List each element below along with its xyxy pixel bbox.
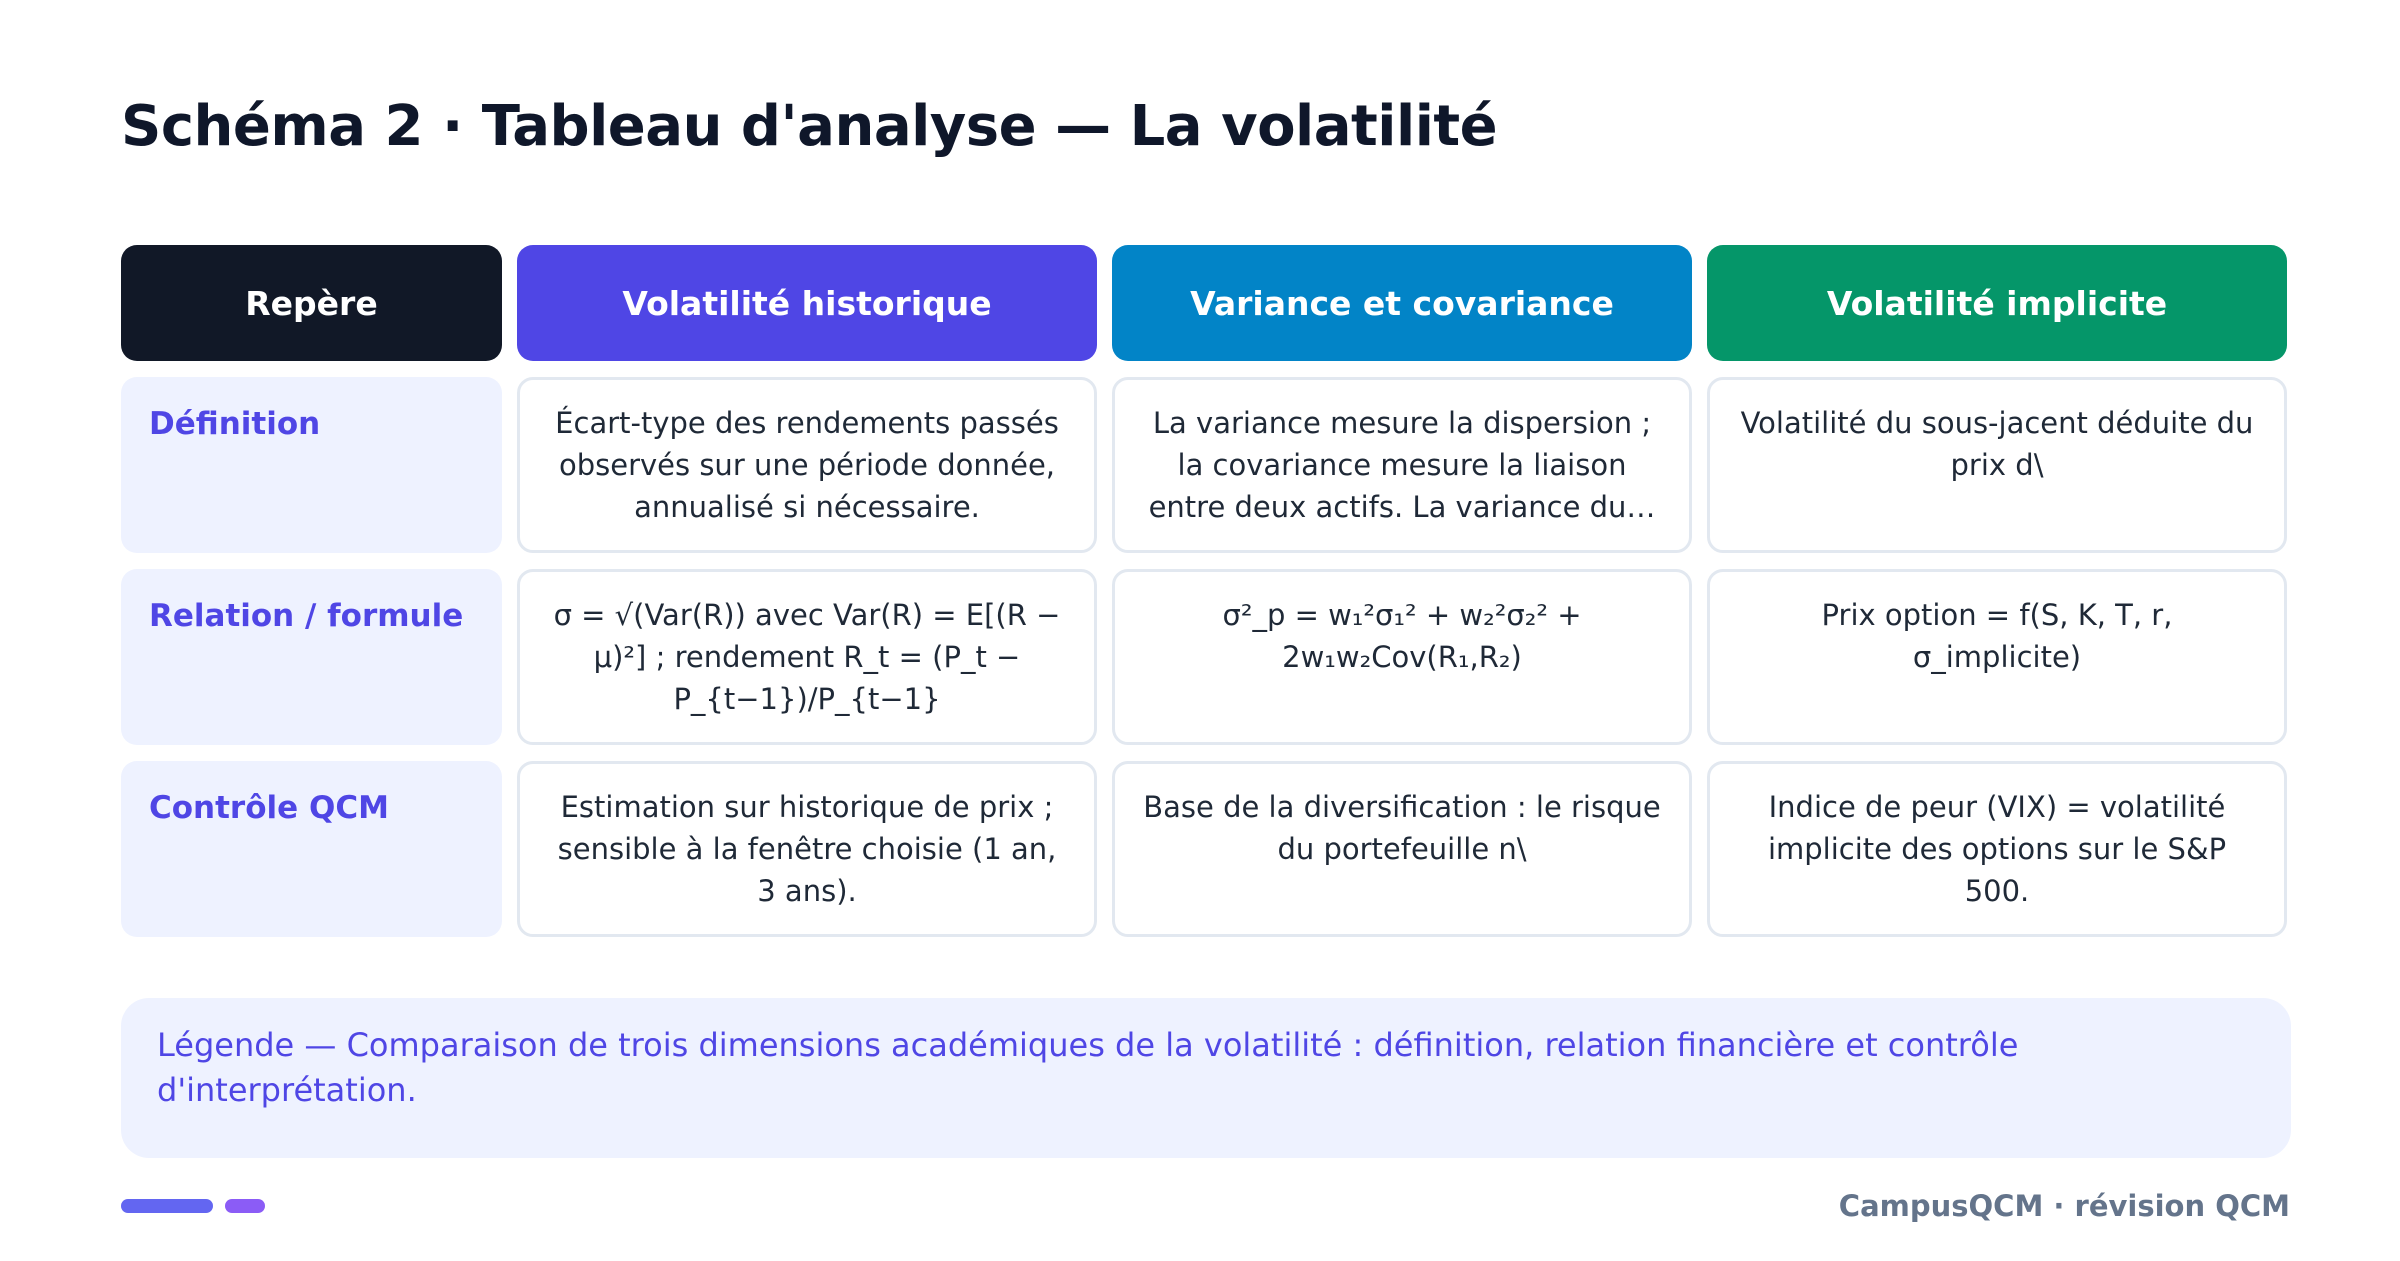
cell-definition-historique: Écart-type des rendements passés observés sur une période donnée, annualisé si nécessaire. bbox=[517, 377, 1097, 553]
row-label-controle: Contrôle QCM bbox=[121, 761, 502, 937]
cell-controle-historique: Estimation sur historique de prix ; sensible à la fenêtre choisie (1 an, 3 ans). bbox=[517, 761, 1097, 937]
header-volatilite-implicite: Volatilité implicite bbox=[1707, 245, 2287, 361]
footer-brand: CampusQCM · révision QCM bbox=[1838, 1189, 2290, 1223]
cell-definition-variance: La variance mesure la dispersion ; la covariance mesure la liaison entre deux actifs. La variance du… bbox=[1112, 377, 1692, 553]
cell-controle-variance: Base de la diversification : le risque du portefeuille n\ bbox=[1112, 761, 1692, 937]
header-volatilite-historique: Volatilité historique bbox=[517, 245, 1097, 361]
decorative-bar-secondary bbox=[225, 1199, 265, 1213]
cell-relation-variance: σ²_p = w₁²σ₁² + w₂²σ₂² + 2w₁w₂Cov(R₁,R₂) bbox=[1112, 569, 1692, 745]
page-title: Schéma 2 · Tableau d'analyse — La volatilité bbox=[121, 94, 1498, 159]
cell-controle-implicite: Indice de peur (VIX) = volatilité implicite des options sur le S&P 500. bbox=[1707, 761, 2287, 937]
legend-text: Légende — Comparaison de trois dimensions académiques de la volatilité : définition, relation financière et contrôle d'interprétation. bbox=[157, 1026, 2019, 1109]
header-repere: Repère bbox=[121, 245, 502, 361]
legend-box bbox=[121, 998, 2291, 1158]
decorative-bar-primary bbox=[121, 1199, 213, 1213]
row-label-definition: Définition bbox=[121, 377, 502, 553]
cell-relation-implicite: Prix option = f(S, K, T, r, σ_implicite) bbox=[1707, 569, 2287, 745]
analysis-table bbox=[121, 245, 2285, 937]
row-label-relation: Relation / formule bbox=[121, 569, 502, 745]
cell-relation-historique: σ = √(Var(R)) avec Var(R) = E[(R − μ)²] ; rendement R_t = (P_t − P_{t−1})/P_{t−1} bbox=[517, 569, 1097, 745]
header-variance-covariance: Variance et covariance bbox=[1112, 245, 1692, 361]
cell-definition-implicite: Volatilité du sous-jacent déduite du prix d\ bbox=[1707, 377, 2287, 553]
